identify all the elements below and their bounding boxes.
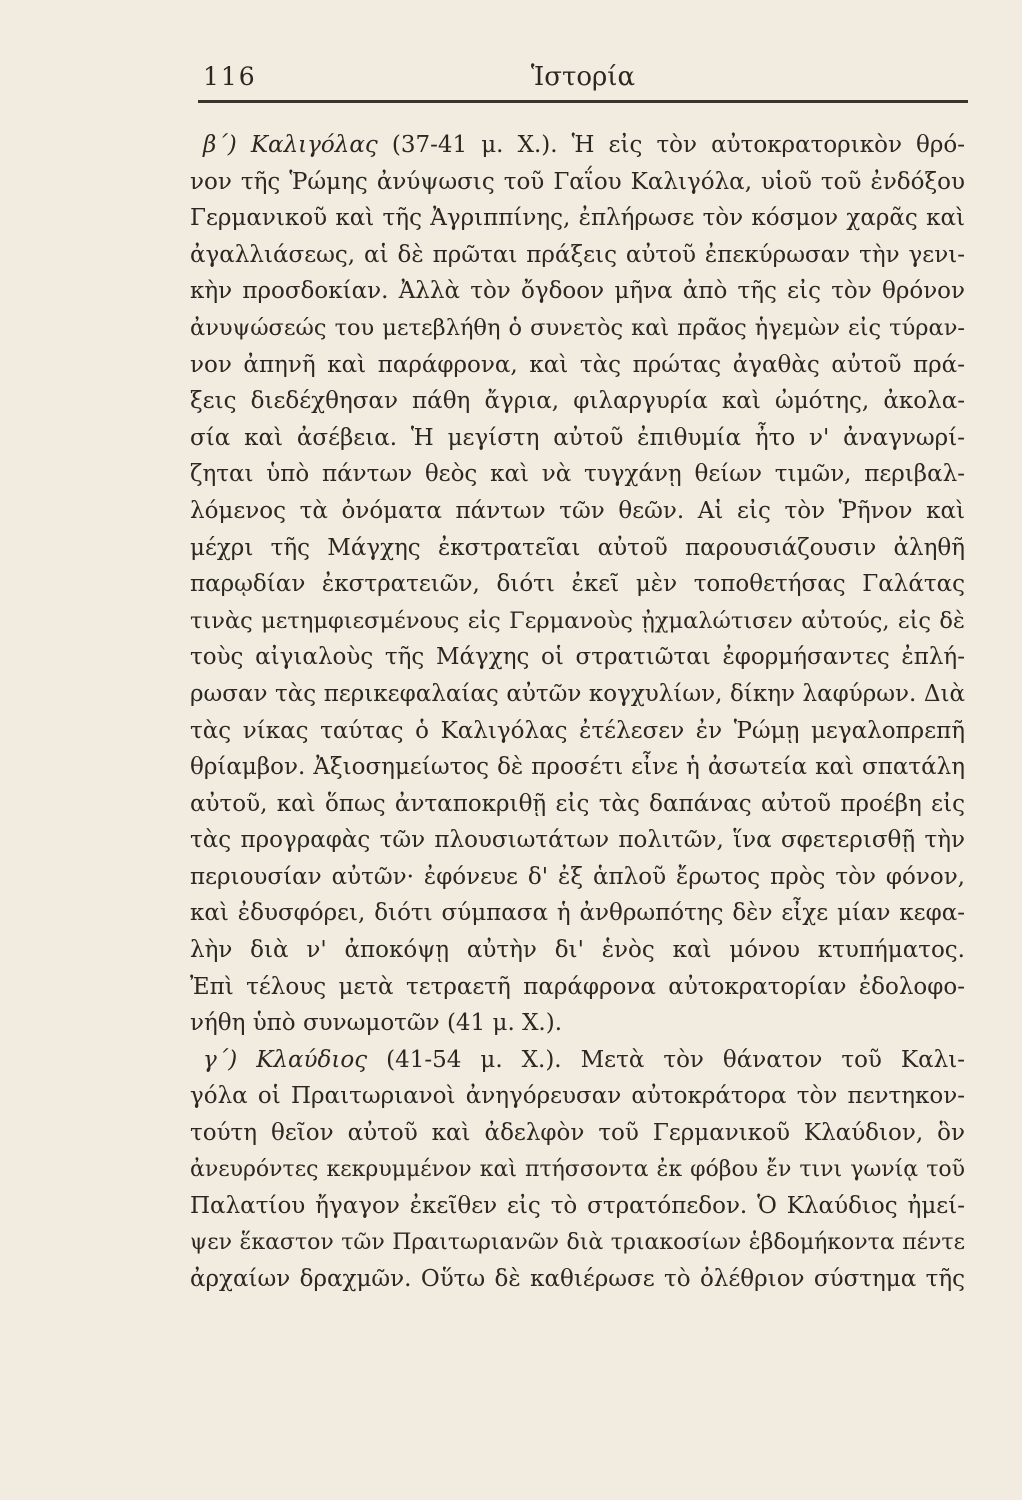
text-line xyxy=(190,969,965,1006)
line-text: παρῳδίαν ἐκστρατειῶν, διότι ἐκεῖ μὲν τοποθετήσας Γαλάτας xyxy=(190,571,965,598)
text-line xyxy=(190,383,965,420)
line-text: τινὰς μετημφιεσμένους εἰς Γερμανοὺς ᾐχμαλώτισεν αὐτούς, εἰς δὲ xyxy=(190,607,965,634)
line-text: σία καὶ ἀσέβεια. Ἡ μεγίστη αὐτοῦ ἐπιθυμία ἦτο ν' ἀναγνωρί- xyxy=(190,424,965,451)
line-text: γόλα οἱ Πραιτωριανοὶ ἀνηγόρευσαν αὐτοκράτορα τὸν πεντηκον- xyxy=(190,1083,965,1110)
subsection-heading: β΄) Καλιγόλας xyxy=(203,132,378,158)
line-text: ἀνευρόντες κεκρυμμένον καὶ πτήσσοντα ἐκ φόβου ἔν τινι γωνίᾳ τοῦ xyxy=(190,1156,965,1182)
line-text: ἀγαλλιάσεως, αἱ δὲ πρῶται πράξεις αὐτοῦ ἐπεκύρωσαν τὴν γενι- xyxy=(190,241,965,268)
line-text: λὴν διὰ ν' ἀποκόψῃ αὐτὴν δι' ἑνὸς καὶ μόνου κτυπήματος. xyxy=(190,937,965,964)
text-line xyxy=(190,1078,965,1115)
line-text: νον ἀπηνῆ καὶ παράφρονα, καὶ τὰς πρώτας ἀγαθὰς αὐτοῦ πρά- xyxy=(190,351,965,378)
text-line xyxy=(190,347,965,384)
text-line xyxy=(190,603,965,640)
text-line xyxy=(190,1261,965,1298)
line-text: ἀνυψώσεώς του μετεβλήθη ὁ συνετὸς καὶ πρᾶος ἡγεμὼν εἰς τύραν- xyxy=(190,314,965,341)
text-line xyxy=(190,273,965,310)
line-text: καὶ ἐδυσφόρει, διότι σύμπασα ἡ ἀνθρωπότης δὲν εἶχε μίαν κεφα- xyxy=(190,900,965,927)
line-text: ζηται ὑπὸ πάντων θεὸς καὶ νὰ τυγχάνῃ θείων τιμῶν, περιβαλ- xyxy=(190,461,965,488)
text-line xyxy=(190,1225,965,1262)
line-text: λόμενος τὰ ὀνόματα πάντων τῶν θεῶν. Αἱ εἰς τὸν Ῥῆνον καὶ xyxy=(190,497,965,524)
line-text: Γερμανικοῦ καὶ τῆς Ἀγριππίνης, ἐπλήρωσε τὸν κόσμον χαρᾶς καὶ xyxy=(190,205,965,232)
header-rule xyxy=(198,100,968,103)
text-line xyxy=(190,786,965,823)
line-text: ρωσαν τὰς περικεφαλαίας αὐτῶν κογχυλίων, δίκην λαφύρων. Διὰ xyxy=(190,680,965,707)
line-text: μέχρι τῆς Μάγχης ἐκστρατεῖαι αὐτοῦ παρουσιάζουσιν ἀληθῆ xyxy=(190,534,965,561)
text-line xyxy=(190,859,965,896)
line-text: περιουσίαν αὐτῶν· ἐφόνευε δ' ἐξ ἁπλοῦ ἔρωτος πρὸς τὸν φόνον, xyxy=(190,863,965,890)
line-text: ψεν ἕκαστον τῶν Πραιτωριανῶν διὰ τριακοσίων ἑβδομήκοντα πέντε xyxy=(190,1229,965,1255)
text-line xyxy=(190,676,965,713)
text-line xyxy=(190,310,965,347)
line-text: θρίαμβον. Ἀξιοσημείωτος δὲ προσέτι εἶνε ἡ ἀσωτεία καὶ σπατάλη xyxy=(190,754,965,781)
text-line xyxy=(190,713,965,750)
text-line xyxy=(190,639,965,676)
text-line xyxy=(190,164,965,201)
line-text: τούτη θεῖον αὐτοῦ καὶ ἀδελφὸν τοῦ Γερμανικοῦ Κλαύδιον, ὃν xyxy=(190,1120,965,1147)
line-text: τὰς προγραφὰς τῶν πλουσιωτάτων πολιτῶν, ἵνα σφετερισθῇ τὴν xyxy=(190,827,965,854)
text-line xyxy=(190,749,965,786)
page-header xyxy=(203,62,963,102)
page-number: 116 xyxy=(203,62,257,91)
running-title: Ἱστορία xyxy=(530,62,636,92)
line-text: κὴν προσδοκίαν. Ἀλλὰ τὸν ὄγδοον μῆνα ἀπὸ τῆς εἰς τὸν θρόνον xyxy=(190,278,965,305)
text-line xyxy=(190,456,965,493)
line-text: νον τῆς Ῥώμης ἀνύψωσις τοῦ Γαΐου Καλιγόλα, υἱοῦ τοῦ ἐνδόξου xyxy=(190,168,965,195)
text-line xyxy=(190,1042,965,1079)
text-line xyxy=(190,420,965,457)
text-line xyxy=(190,127,965,164)
line-text: (41-54 μ. Χ.). Μετὰ τὸν θάνατον τοῦ Καλι- xyxy=(386,1046,965,1073)
text-line xyxy=(190,493,965,530)
line-text: Παλατίου ἤγαγον ἐκεῖθεν εἰς τὸ στρατόπεδον. Ὁ Κλαύδιος ἠμεί- xyxy=(190,1193,965,1220)
subsection-heading: γ΄) Κλαύδιος xyxy=(203,1046,368,1073)
text-line xyxy=(190,1188,965,1225)
text-line xyxy=(190,895,965,932)
line-text: τοὺς αἰγιαλοὺς τῆς Μάγχης οἱ στρατιῶται ἐφορμήσαντες ἐπλή- xyxy=(190,644,965,671)
text-line xyxy=(190,1115,965,1152)
text-line xyxy=(190,1152,965,1189)
text-line xyxy=(190,1005,965,1042)
text-line xyxy=(190,566,965,603)
line-text: τὰς νίκας ταύτας ὁ Καλιγόλας ἐτέλεσεν ἐν Ῥώμῃ μεγαλοπρεπῆ xyxy=(190,717,965,744)
text-line xyxy=(190,822,965,859)
line-text: νήθη ὑπὸ συνωμοτῶν (41 μ. Χ.). xyxy=(190,1010,563,1037)
body-text xyxy=(190,127,965,1298)
line-text: ἀρχαίων δραχμῶν. Οὕτω δὲ καθιέρωσε τὸ ὀλέθριον σύστημα τῆς xyxy=(190,1266,965,1293)
text-line xyxy=(190,237,965,274)
line-text: Ἐπὶ τέλους μετὰ τετραετῆ παράφρονα αὐτοκρατορίαν ἐδολοφο- xyxy=(190,973,965,1000)
line-text: αὐτοῦ, καὶ ὅπως ἀνταποκριθῇ εἰς τὰς δαπάνας αὐτοῦ προέβη εἰς xyxy=(190,790,965,817)
text-line xyxy=(190,200,965,237)
text-line xyxy=(190,932,965,969)
line-text: ξεις διεδέχθησαν πάθη ἄγρια, φιλαργυρία καὶ ὠμότης, ἀκολα- xyxy=(190,388,965,415)
line-text: (37-41 μ. Χ.). Ἡ εἰς τὸν αὐτοκρατορικὸν θρό- xyxy=(391,132,965,158)
text-line xyxy=(190,530,965,567)
